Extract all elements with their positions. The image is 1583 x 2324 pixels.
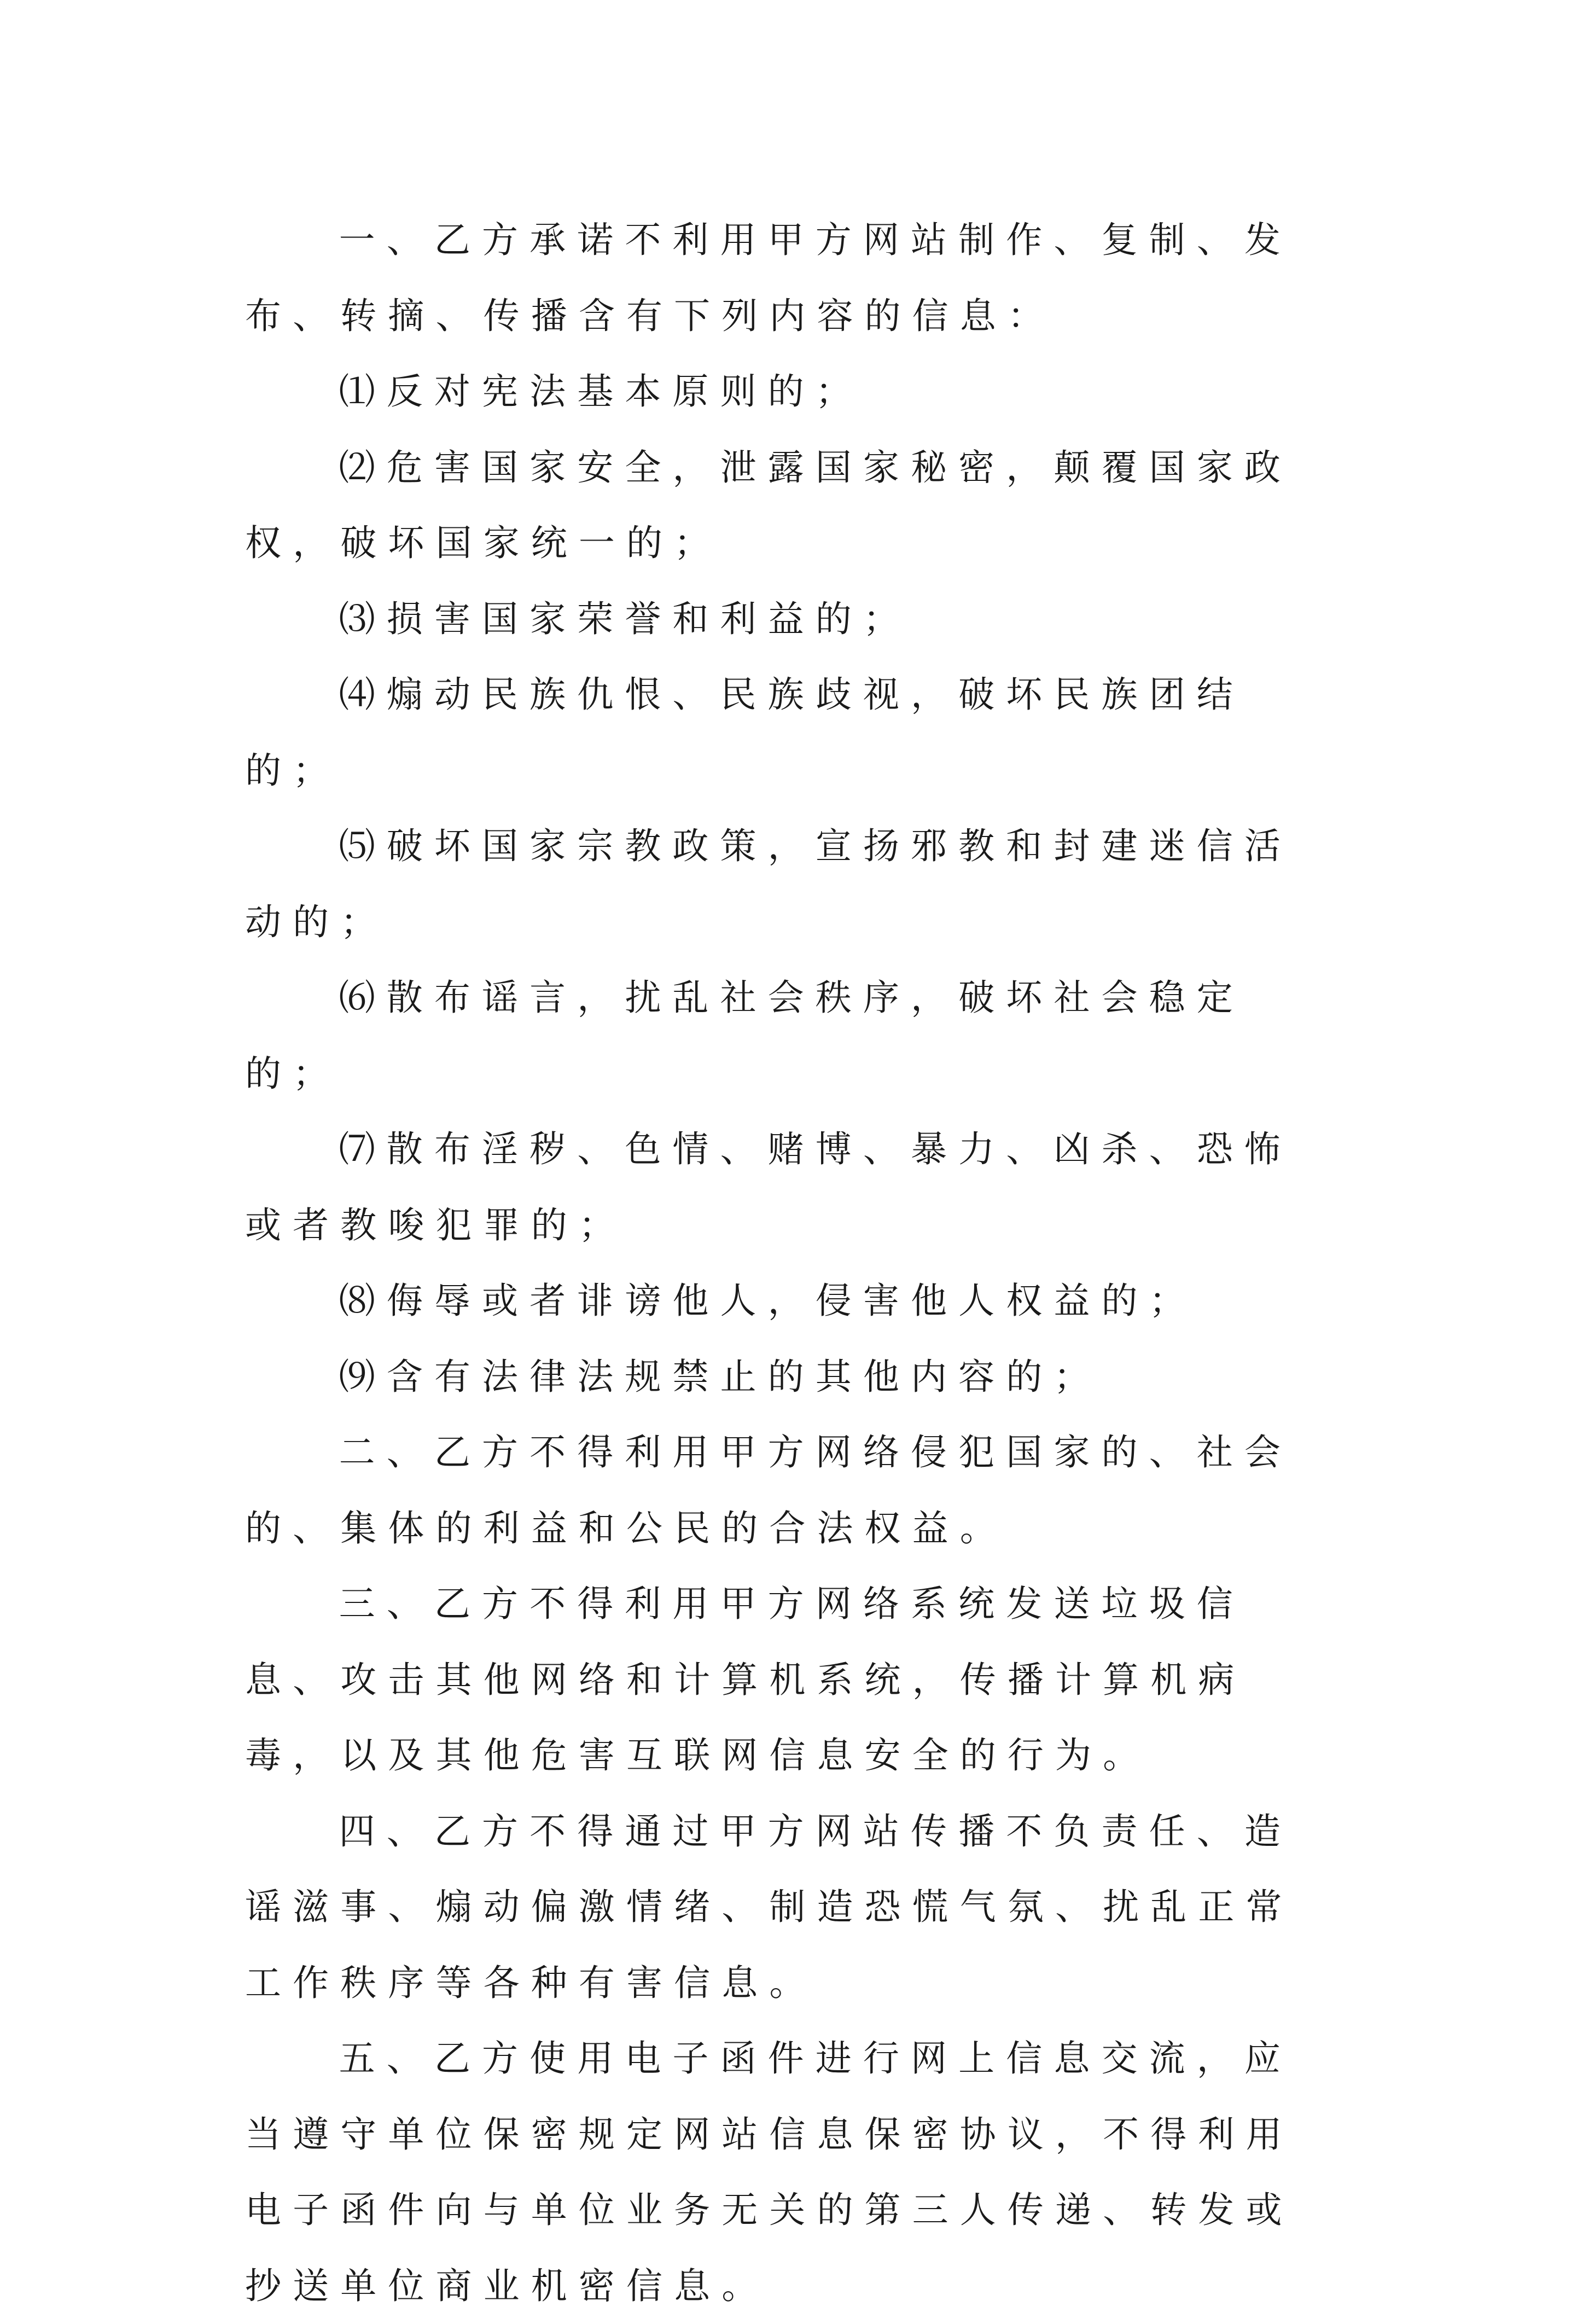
- paragraph-clause-1: 一、乙方承诺不利用甲方网站制作、复制、发布、转摘、传播含有下列内容的信息：: [245, 219, 1292, 337]
- paragraph-clause-5: 五、乙方使用电子函件进行网上信息交流，应当遵守单位保密规定网站信息保密协议，不得利用电子函件向与单位业务无关的第三人传递、转发或抄送单位商业机密信息。: [245, 2037, 1294, 2307]
- document-body: [245, 202, 1336, 2324]
- list-item-2: ⑵危害国家安全，泄露国家秘密，颠覆国家政权，破坏国家统一的；: [245, 446, 1292, 564]
- list-item-3: ⑶损害国家荣誉和利益的；: [339, 597, 911, 640]
- list-item-6: ⑹散布谣言，扰乱社会秩序，破坏社会稳定的；: [245, 977, 1244, 1095]
- list-item-7: ⑺散布淫秽、色情、赌博、暴力、凶杀、恐怖或者教唆犯罪的；: [245, 1128, 1292, 1246]
- list-item-4: ⑷煽动民族仇恨、民族歧视，破坏民族团结的；: [245, 673, 1244, 792]
- list-item-8: ⑻侮辱或者诽谤他人，侵害他人权益的；: [339, 1280, 1197, 1322]
- list-item-5: ⑸破坏国家宗教政策，宣扬邪教和封建迷信活动的；: [245, 825, 1292, 943]
- paragraph-clause-2: 二、乙方不得利用甲方网络侵犯国家的、社会的、集体的利益和公民的合法权益。: [245, 1431, 1292, 1549]
- paragraph-clause-3: 三、乙方不得利用甲方网络系统发送垃圾信息、攻击其他网络和计算机系统，传播计算机病毒，以及其他危害互联网信息安全的行为。: [245, 1583, 1246, 1776]
- list-item-1: ⑴反对宪法基本原则的；: [339, 370, 863, 412]
- paragraph-clause-4: 四、乙方不得通过甲方网站传播不负责任、造谣滋事、煽动偏激情绪、制造恐慌气氛、扰乱正常工作秩序等各种有害信息。: [245, 1810, 1294, 2004]
- list-item-9: ⑼含有法律法规禁止的其他内容的；: [339, 1355, 1102, 1398]
